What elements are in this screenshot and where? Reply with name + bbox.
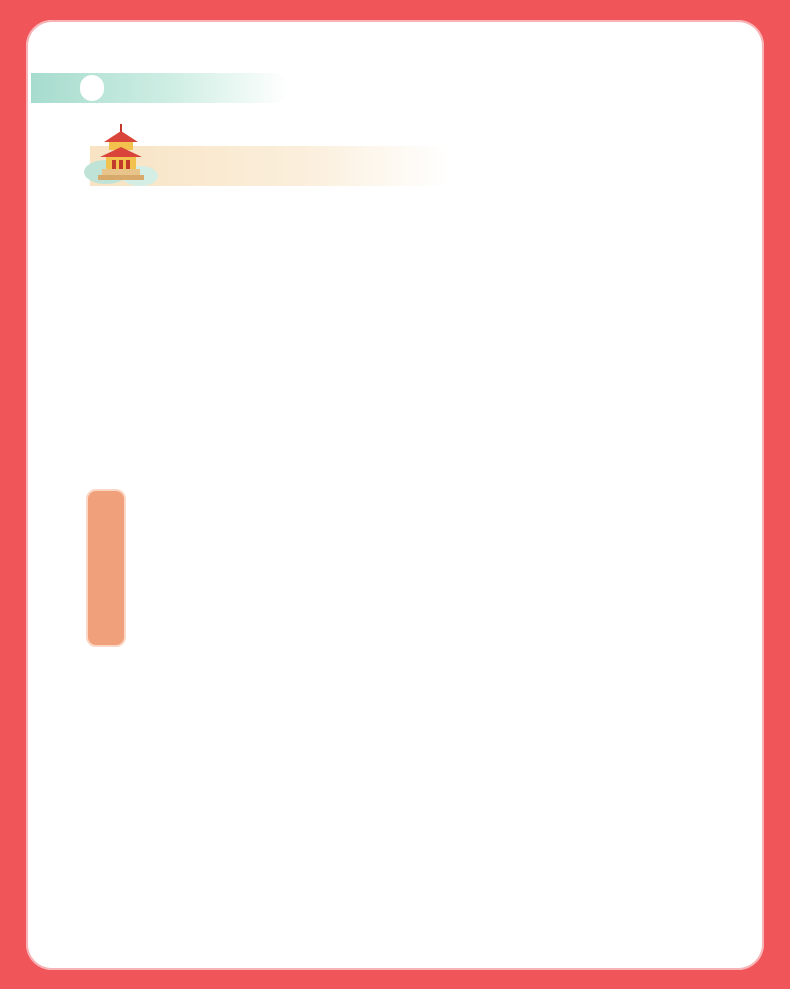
center-topic	[86, 489, 126, 647]
